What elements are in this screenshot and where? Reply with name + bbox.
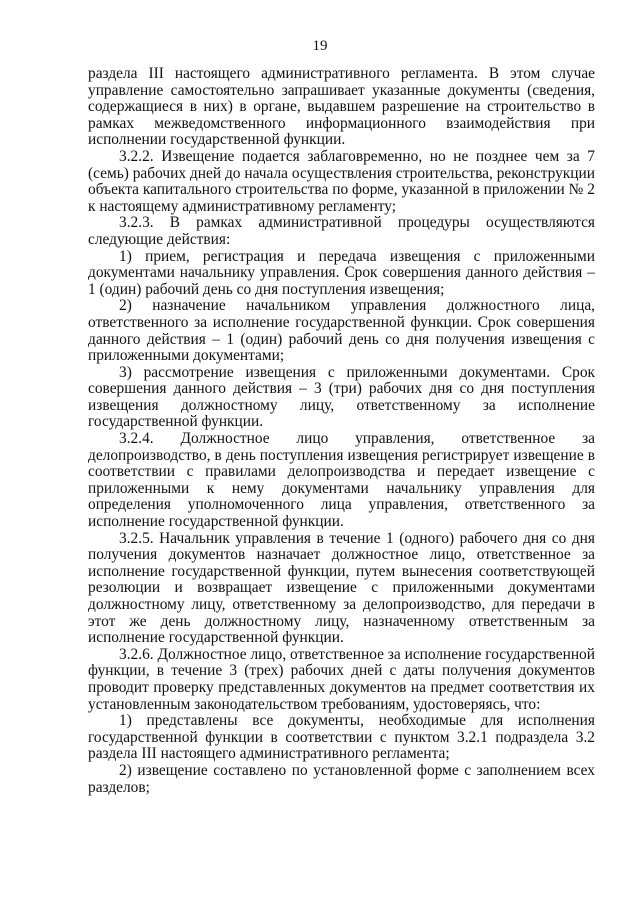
paragraph-3-2-5: 3.2.5. Начальник управления в течение 1 (одного) рабочего дня со дня получения документов назначает должностное лицо, ответственное за исполнение государственной функции, путем вынесения соответствующей резолюции и возвращает извещение с приложенными документами должностному лицу, ответственному за делопроизводство, для передачи в этот же день должностному лицу, назначенному ответственным за исполнение государственной функции. [88,529,595,647]
paragraph-continuation: раздела III настоящего административного регламента. В этом случае управление самостоятельно запрашивает указанные документы (сведения, содержащиеся в них) в органе, выдавшем разрешение на строительство в рамках межведомственного информационного взаимодействия при исполнении государственной функции. [88,65,595,149]
paragraph-3-2-2: 3.2.2. Извещение подается заблаговременно, но не позднее чем за 7 (семь) рабочих дней до начала осуществления строительства, реконструкции объекта капитального строительства по форме, указанной в приложении № 2 к настоящему административному регламенту; [88,147,595,215]
document-body [88,66,595,796]
check-item-1: 1) представлены все документы, необходимые для исполнения государственной функции в соответствии с пунктом 3.2.1 подраздела 3.2 раздела III настоящего административного регламента; [88,712,595,763]
page-number: 19 [312,38,328,54]
paragraph-3-2-4: 3.2.4. Должностное лицо управления, ответственное за делопроизводство, в день поступления извещения регистрирует извещение в соответствии с правилами делопроизводства и передает извещение с приложенными к нему документами начальнику управления для определения уполномоченного лица управления, ответственного за исполнение государственной функции. [88,430,595,531]
list-item-1: 1) прием, регистрация и передача извещения с приложенными документами начальнику управления. Срок совершения данного действия – 1 (один) рабочий день со дня поступления извещения; [88,247,595,298]
list-item-3: 3) рассмотрение извещения с приложенными документами. Срок совершения данного действия – 3 (три) рабочих дня со дня поступления извещения должностному лицу, ответственному за исполнение государственной функции. [88,363,595,431]
check-item-2: 2) извещение составлено по установленной форме с заполнением всех разделов; [88,761,595,796]
paragraph-3-2-6: 3.2.6. Должностное лицо, ответственное за исполнение государственной функции, в течение 3 (трех) рабочих дней с даты получения документов проводит проверку представленных документов на предмет соответствия их установленным законодательством требованиям, удостоверяясь, что: [88,645,595,713]
paragraph-3-2-3: 3.2.3. В рамках административной процедуры осуществляются следующие действия: [88,214,595,248]
list-item-2: 2) назначение начальником управления должностного лица, ответственного за исполнение государственной функции. Срок совершения данного действия – 1 (один) рабочий день со дня получения извещения с приложенными документами; [88,297,595,365]
